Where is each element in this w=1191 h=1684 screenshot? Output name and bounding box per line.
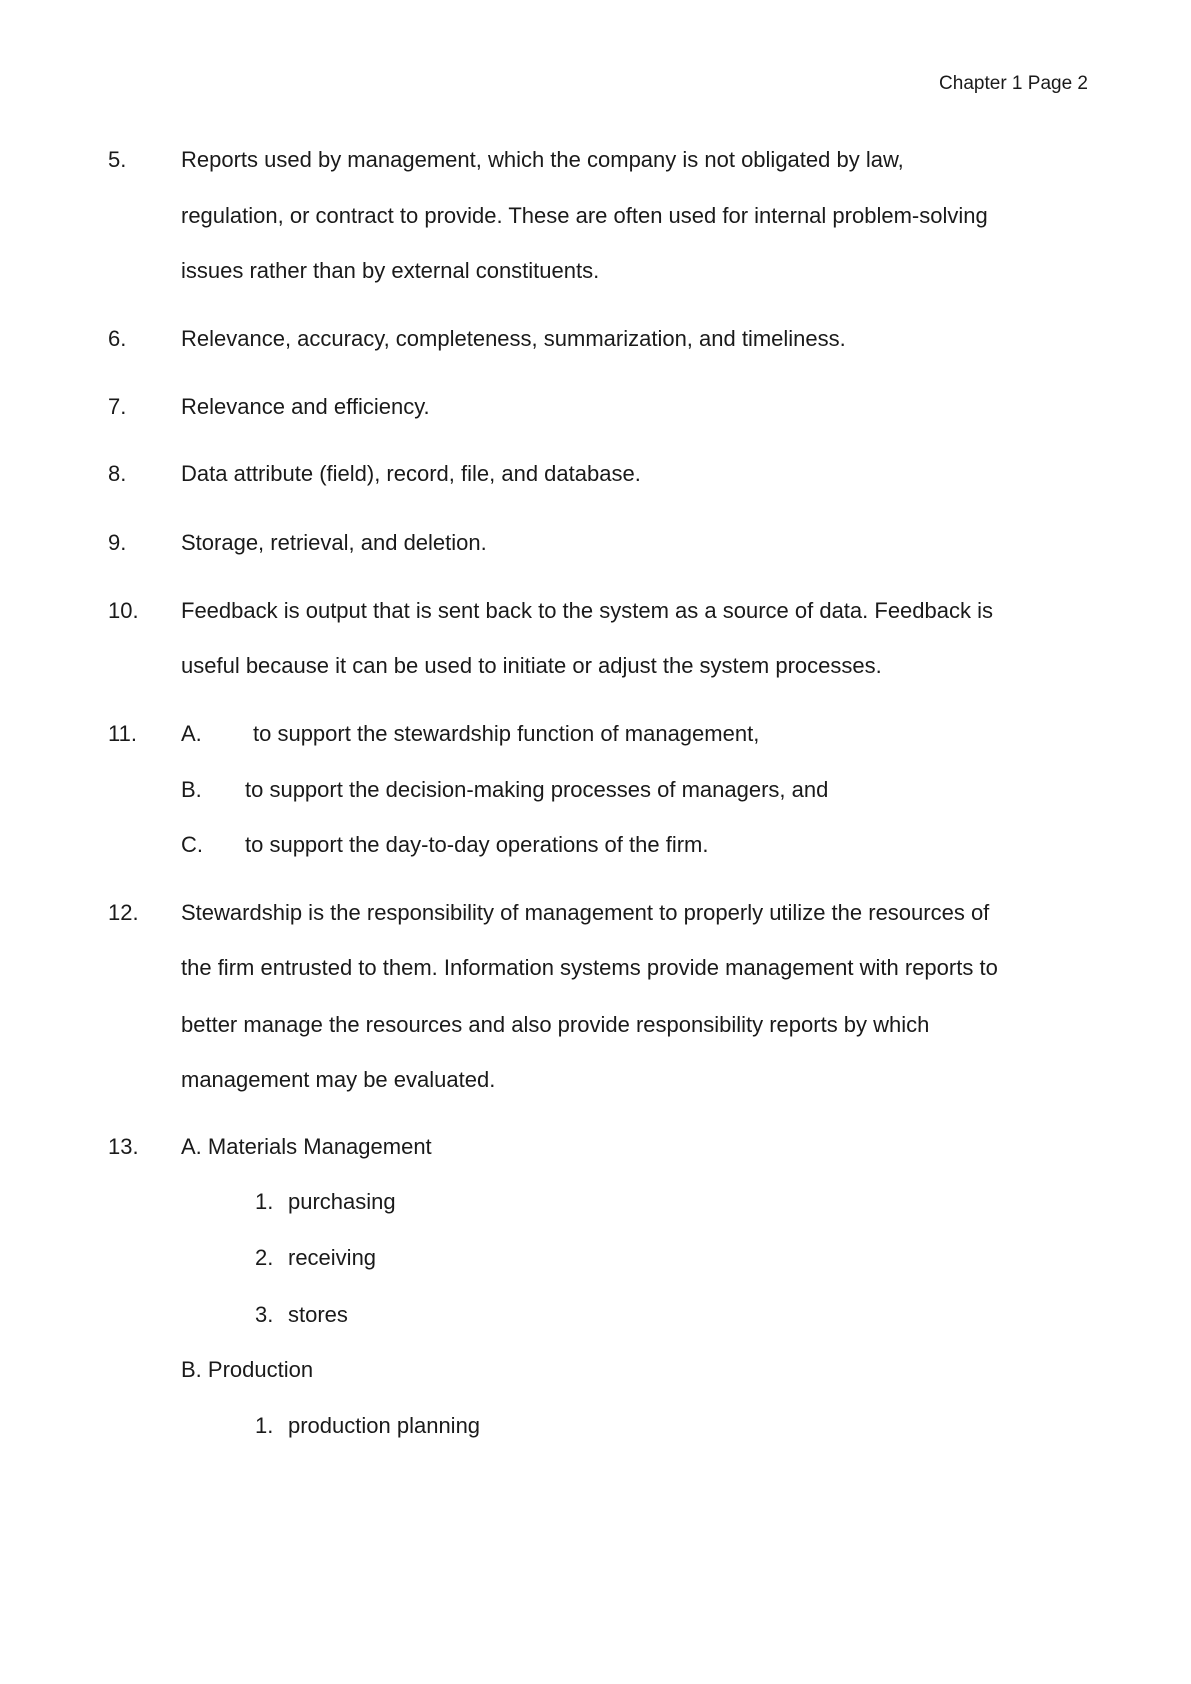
item-number: 13.	[108, 1134, 139, 1159]
sub-text: to support the decision-making processes of managers, and	[245, 777, 829, 802]
sub-letter: B.	[181, 777, 202, 802]
item-text: Data attribute (field), record, file, and database.	[181, 461, 641, 486]
item-text: regulation, or contract to provide. These are often used for internal problem-solving	[181, 203, 988, 228]
item-text: issues rather than by external constituents.	[181, 258, 600, 283]
group-heading: B. Production	[181, 1357, 314, 1382]
item-text: Stewardship is the responsibility of management to properly utilize the resources of	[181, 900, 990, 925]
item-number: 12.	[108, 900, 139, 925]
item-text: management may be evaluated.	[181, 1067, 496, 1092]
item-text: Relevance and efficiency.	[181, 394, 430, 419]
sub-text: purchasing	[288, 1189, 396, 1214]
sub-text: to support the stewardship function of management,	[253, 721, 760, 746]
item-text: better manage the resources and also provide responsibility reports by which	[181, 1012, 930, 1037]
sub-number: 2.	[255, 1245, 274, 1270]
item-number: 9.	[108, 530, 127, 555]
page-header: Chapter 1 Page 2	[939, 73, 1088, 94]
sub-text: production planning	[288, 1413, 481, 1438]
sub-number: 1.	[255, 1189, 274, 1214]
sub-letter: C.	[181, 832, 203, 857]
item-text: Storage, retrieval, and deletion.	[181, 530, 487, 555]
item-number: 8.	[108, 461, 127, 486]
group-heading: A. Materials Management	[181, 1134, 432, 1159]
sub-number: 3.	[255, 1302, 274, 1327]
item-text: the firm entrusted to them. Information systems provide management with reports to	[181, 955, 998, 980]
item-text: useful because it can be used to initiate or adjust the system processes.	[181, 653, 882, 678]
sub-number: 1.	[255, 1413, 274, 1438]
item-number: 5.	[108, 147, 127, 172]
sub-text: receiving	[288, 1245, 377, 1270]
item-text: Relevance, accuracy, completeness, summarization, and timeliness.	[181, 326, 846, 351]
sub-text: to support the day-to-day operations of the firm.	[245, 832, 709, 857]
item-text: Feedback is output that is sent back to the system as a source of data. Feedback is	[181, 598, 993, 623]
item-number: 10.	[108, 598, 139, 623]
item-number: 7.	[108, 394, 127, 419]
item-number: 6.	[108, 326, 127, 351]
item-text: Reports used by management, which the company is not obligated by law,	[181, 147, 904, 172]
item-number: 11.	[108, 721, 137, 746]
sub-text: stores	[288, 1302, 348, 1327]
sub-letter: A.	[181, 721, 202, 746]
